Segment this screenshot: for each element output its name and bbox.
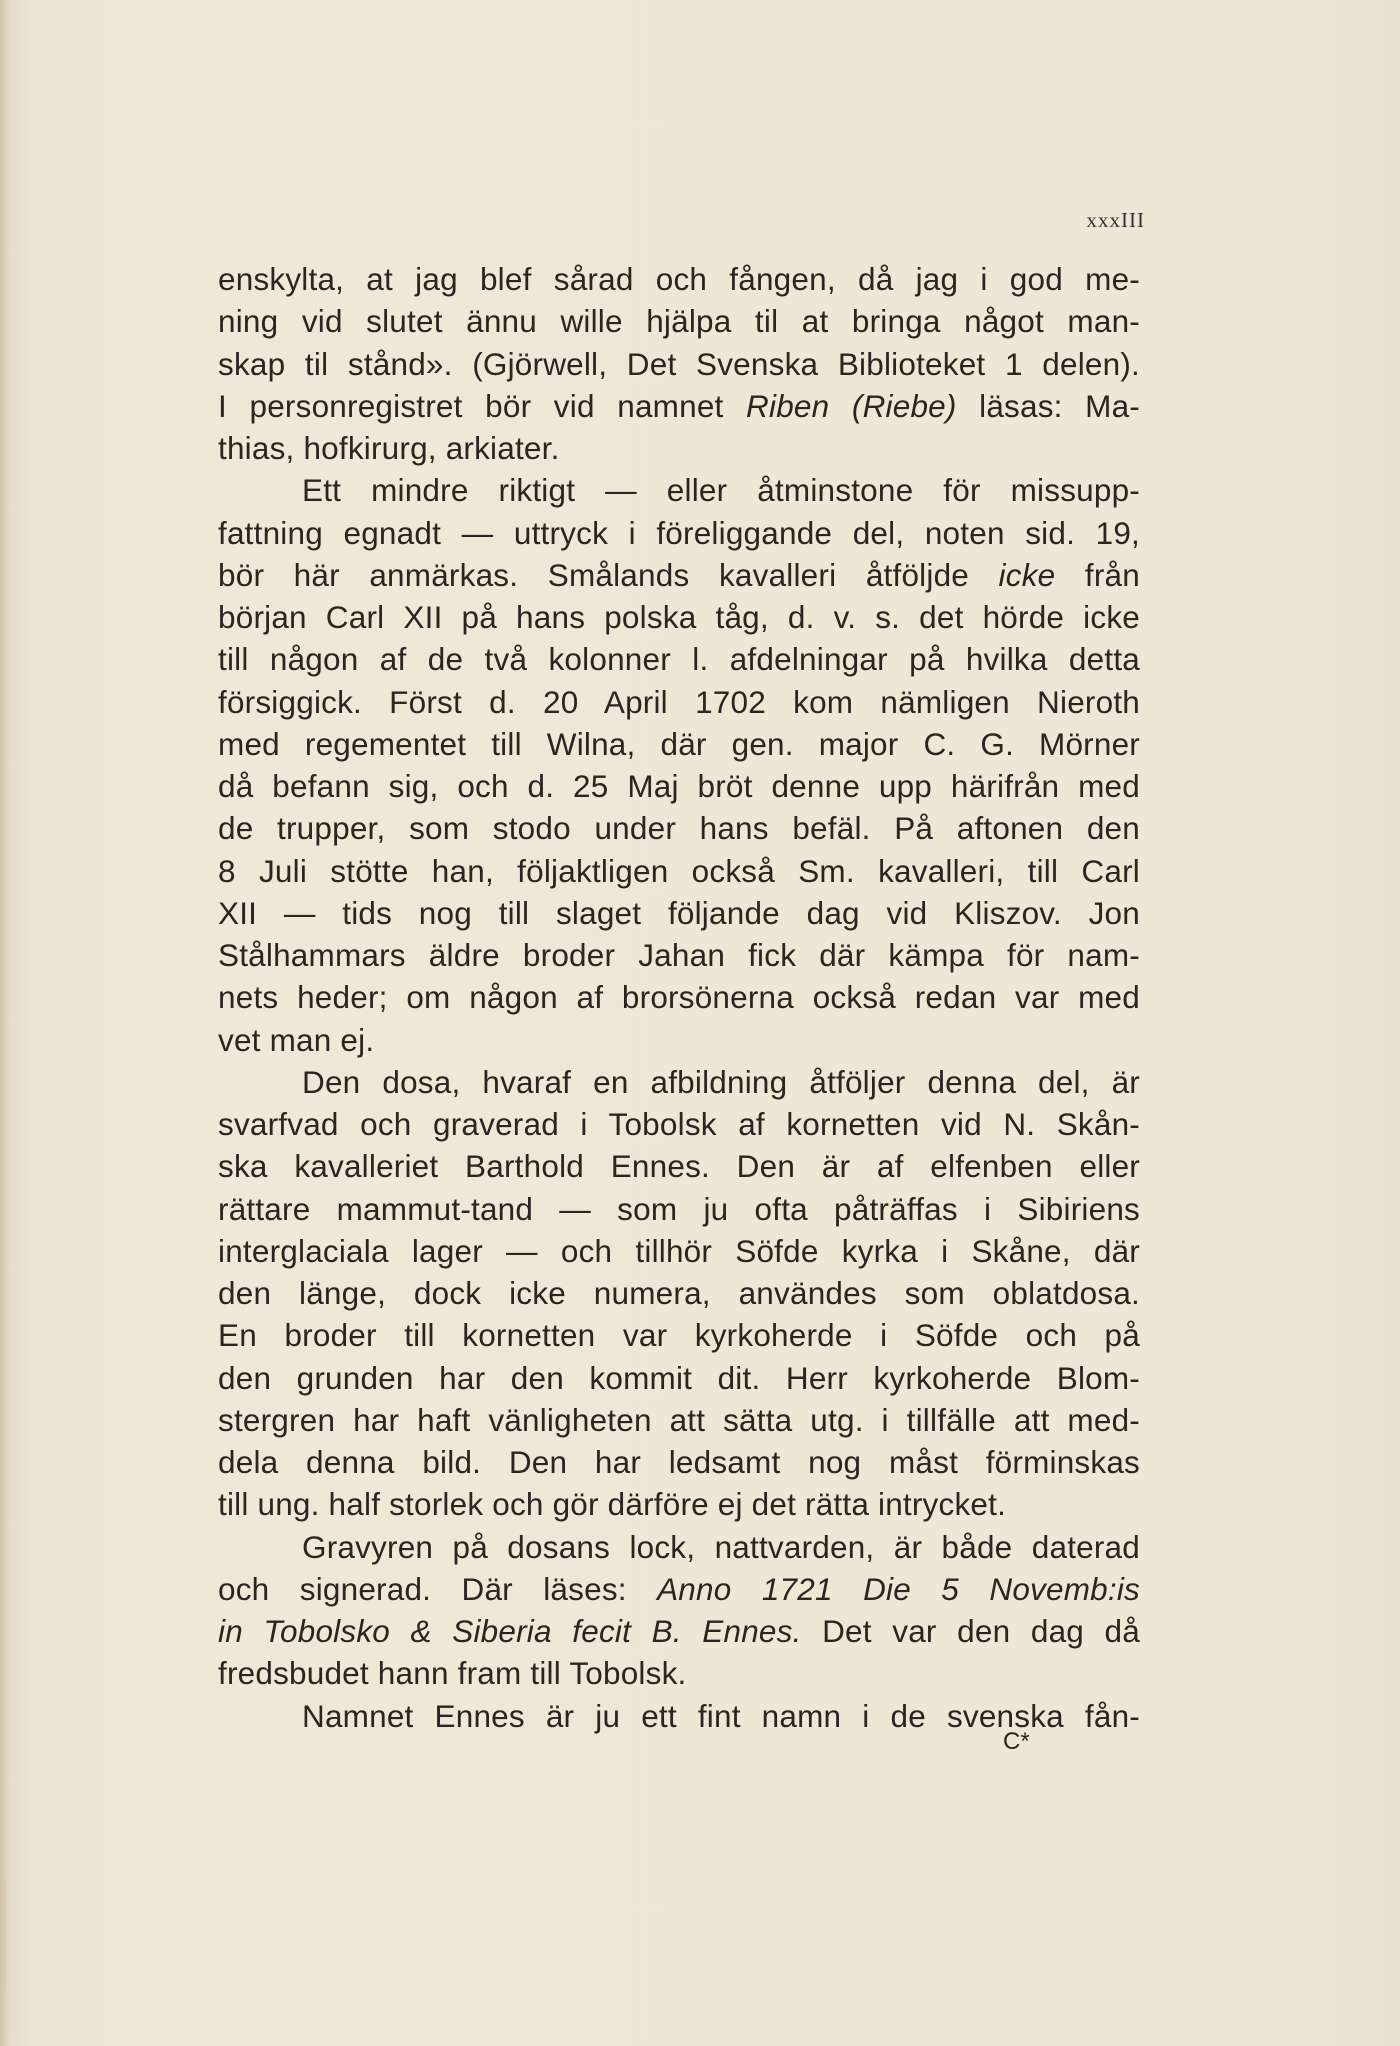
text-line: En broder till kornetten var kyrkoherde i Söfde och på [218, 1317, 1140, 1354]
margin-mark [4, 1880, 6, 1990]
text-line: Namnet Ennes är ju ett fint namn i de svenska fån- [302, 1697, 1140, 1734]
text-line: skap til stånd». (Gjörwell, Det Svenska Biblioteket 1 delen). [218, 345, 1140, 382]
printer-signature-mark: C* [1003, 1728, 1030, 1755]
italic-word: icke [998, 556, 1056, 593]
text-line: vet man ej. [218, 1021, 375, 1058]
text-line: till ung. half storlek och gör därföre ej det rätta intrycket. [218, 1486, 1007, 1523]
text-line: början Carl XII på hans polska tåg, d. v. s. det hörde icke [218, 599, 1140, 635]
text-line: fattning egnadt — uttryck i föreliggande del, noten sid. 19, [218, 514, 1140, 551]
text-line: med regementet till Wilna, där gen. major C. G. Mörner [218, 725, 1140, 762]
text-line: rättare mammut-tand — som ju ofta påträffas i Sibiriens [218, 1190, 1140, 1227]
text-line: ska kavalleriet Barthold Ennes. Den är af elfenben eller [218, 1148, 1140, 1185]
text-line: Gravyren på dosans lock, nattvarden, är både daterad [302, 1528, 1140, 1565]
text-line: fredsbudet hann fram till Tobolsk. [218, 1655, 687, 1692]
page-number: xxxIII [1086, 208, 1145, 232]
text-line: bör här anmärkas. Smålands kavalleri åtföljde icke från [218, 556, 1140, 593]
text-line: I personregistret bör vid namnet Riben (Riebe) läsas: Ma- [218, 387, 1141, 424]
page-gutter-edge [0, 0, 10, 2046]
text-line: den länge, dock icke numera, användes som oblatdosa. [218, 1275, 1140, 1311]
text-line: stergren har haft vänligheten att sätta utg. i tillfälle att med- [218, 1401, 1140, 1438]
text-line: och signerad. Där läses: Anno 1721 Die 5 Novemb:is [218, 1570, 1140, 1607]
italic-name: Riben (Riebe) [746, 387, 957, 424]
text-line: Den dosa, hvaraf en afbildning åtföljer denna del, är [302, 1063, 1140, 1100]
text-line: nets heder; om någon af brorsönerna också redan var med [218, 979, 1140, 1016]
text-line: den grunden har den kommit dit. Herr kyrkoherde Blom- [218, 1359, 1140, 1396]
text-line: Stålhammars äldre broder Jahan fick där kämpa för nam- [218, 937, 1140, 973]
text-line: de trupper, som stodo under hans befäl. På aftonen den [218, 810, 1140, 847]
text-line: interglaciala lager — och tillhör Söfde kyrka i Skåne, där [218, 1232, 1140, 1269]
text-line: thias, hofkirurg, arkiater. [218, 430, 560, 466]
text-line: 8 Juli stötte han, följaktligen också Sm. kavalleri, till Carl [218, 852, 1140, 889]
italic-inscription: Anno 1721 Die 5 Novemb:is [657, 1570, 1140, 1607]
text-line: ning vid slutet ännu wille hjälpa til at bringa något man- [218, 303, 1140, 340]
text-line: in Tobolsko & Siberia fecit B. Ennes. Det var den dag då [218, 1613, 1140, 1649]
text-line: XII — tids nog till slaget följande dag vid Kliszov. Jon [218, 894, 1140, 931]
text-line: då befann sig, och d. 25 Maj bröt denne upp härifrån med [218, 768, 1140, 804]
text-line: dela denna bild. Den har ledsamt nog måst förminskas [218, 1444, 1140, 1480]
text-line: Ett mindre riktigt — eller åtminstone för missupp- [302, 472, 1140, 509]
text-line: till någon af de två kolonner l. afdelningar på hvilka detta [218, 641, 1140, 678]
body-text [218, 258, 1140, 1737]
text-line: försiggick. Först d. 20 April 1702 kom nämligen Nieroth [218, 683, 1140, 720]
text-line: enskylta, at jag blef sårad och fången, då jag i god me- [218, 261, 1140, 297]
italic-inscription: in Tobolsko & Siberia fecit B. Ennes. [218, 1613, 802, 1649]
text-line: svarfvad och graverad i Tobolsk af kornetten vid N. Skån- [218, 1106, 1140, 1142]
